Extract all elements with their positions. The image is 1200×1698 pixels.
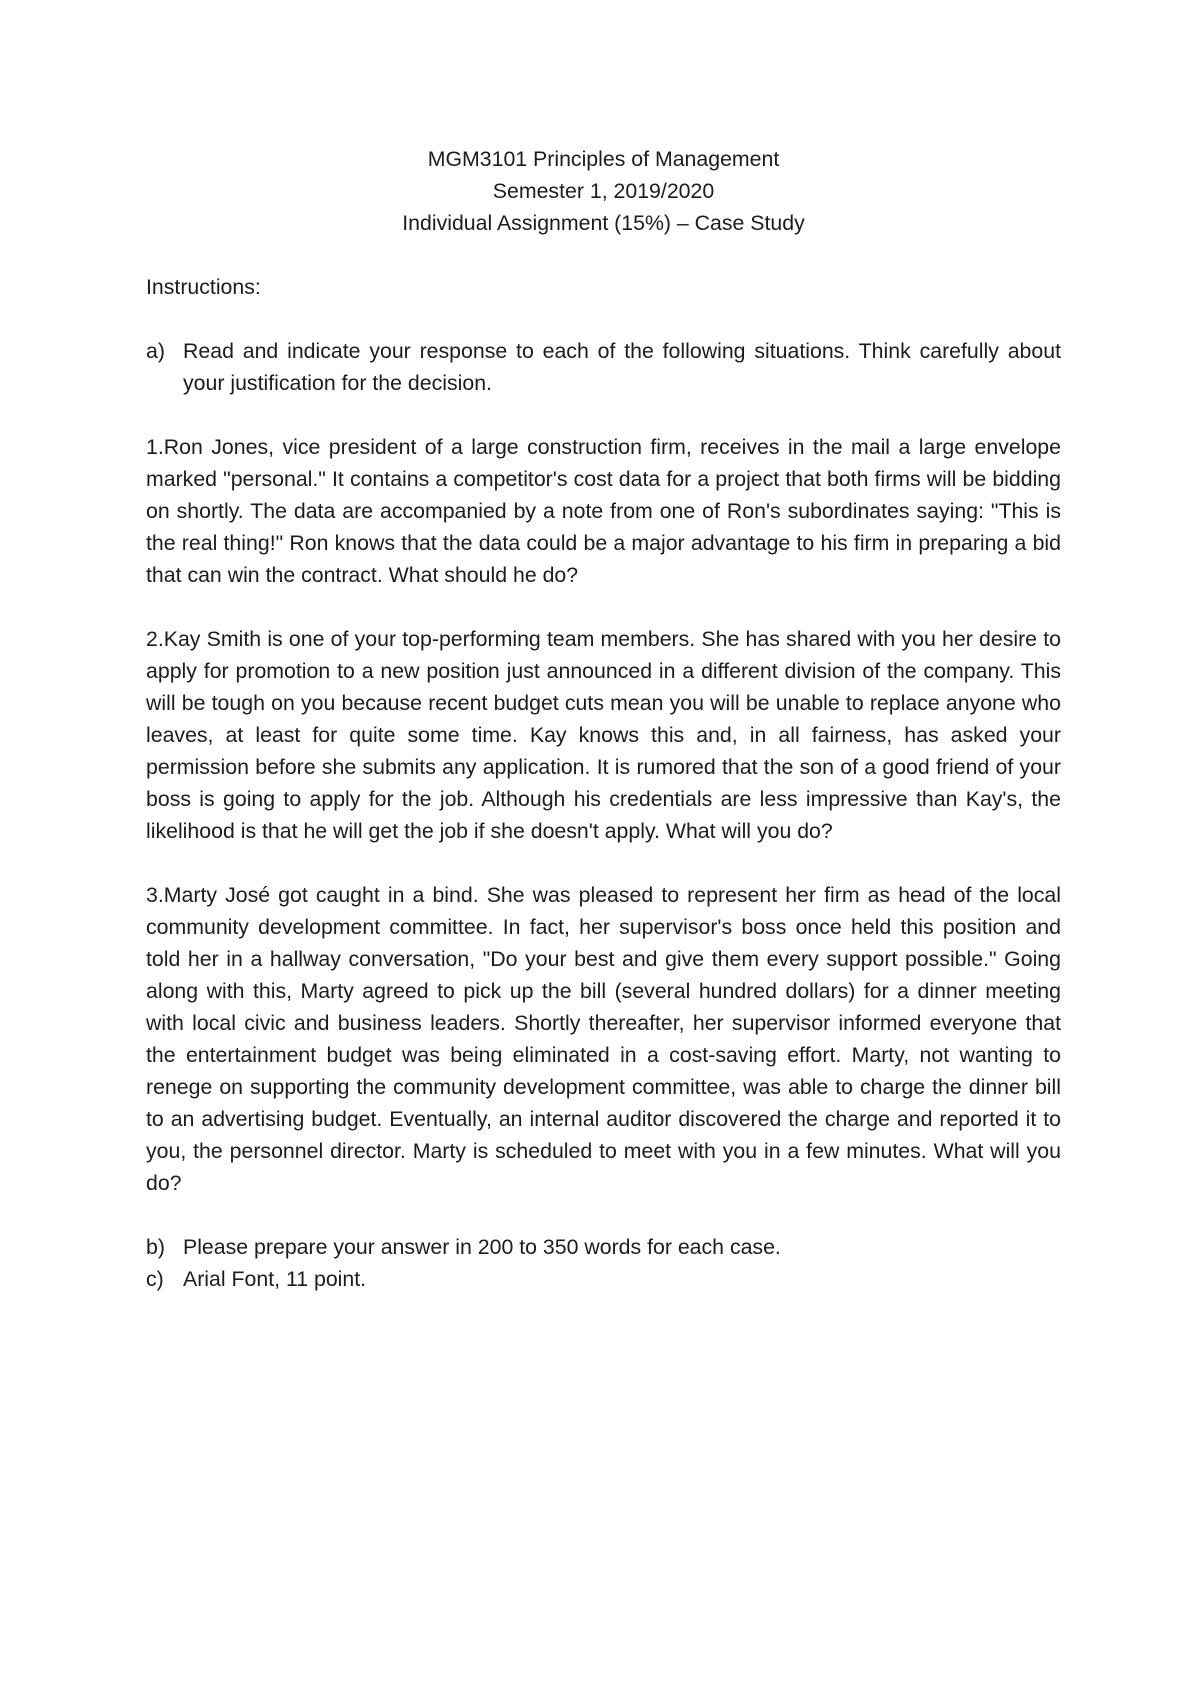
instruction-item-a	[146, 335, 1061, 399]
semester-line: Semester 1, 2019/2020	[492, 179, 715, 203]
case-2-paragraph: 2.Kay Smith is one of your top-performing team members. She has shared with you her desire to apply for promotion to a new position just announced in a different division of the company. This will be tough on you because recent budget cuts mean you will be unable to replace anyone who leaves, at least for quite some time. Kay knows this and, in all fairness, has asked your permission before she submits any application. It is rumored that the son of a good friend of your boss is going to apply for the job. Although his credentials are less impressive than Kay's, the likelihood is that he will get the job if she doesn't apply. What will you do?	[146, 627, 1061, 843]
assignment-title: Individual Assignment (15%) – Case Study	[402, 211, 805, 235]
document-content	[146, 143, 1061, 1295]
spacer	[146, 591, 1061, 623]
spacer	[146, 847, 1061, 879]
instruction-item-b	[146, 1231, 1061, 1263]
case-3-paragraph: 3.Marty José got caught in a bind. She was pleased to represent her firm as head of the local community development committee. In fact, her supervisor's boss once held this position and told her in a hallway conversation, "Do your best and give them every support possible." Going along with this, Marty agreed to pick up the bill (several hundred dollars) for a dinner meeting with local civic and business leaders. Shortly thereafter, her supervisor informed everyone that the entertainment budget was being eliminated in a cost-saving effort. Marty, not wanting to renege on supporting the community development committee, was able to charge the dinner bill to an advertising budget. Eventually, an internal auditor discovered the charge and reported it to you, the personnel director. Marty is scheduled to meet with you in a few minutes. What will you do?	[146, 883, 1061, 1195]
spacer	[146, 399, 1061, 431]
instruction-text-b: Please prepare your answer in 200 to 350 words for each case.	[183, 1235, 781, 1259]
instruction-text-a: Read and indicate your response to each of the following situations. Think carefully about your justification for the decision.	[183, 339, 1061, 395]
instruction-item-c	[146, 1263, 1061, 1295]
spacer	[146, 1199, 1061, 1231]
spacer	[146, 239, 1061, 271]
list-marker-c: c)	[146, 1267, 164, 1291]
course-title: MGM3101 Principles of Management	[427, 147, 780, 171]
list-marker-a: a)	[146, 339, 165, 363]
instructions-label: Instructions:	[146, 275, 261, 299]
list-marker-b: b)	[146, 1235, 165, 1259]
spacer	[146, 303, 1061, 335]
case-1-paragraph: 1.Ron Jones, vice president of a large construction firm, receives in the mail a large envelope marked "personal." It contains a competitor's cost data for a project that both firms will be bidding on shortly. The data are accompanied by a note from one of Ron's subordinates saying: "This is the real thing!" Ron knows that the data could be a major advantage to his firm in preparing a bid that can win the contract. What should he do?	[146, 435, 1061, 587]
document-header	[146, 143, 1061, 239]
instruction-text-c: Arial Font, 11 point.	[183, 1267, 367, 1291]
